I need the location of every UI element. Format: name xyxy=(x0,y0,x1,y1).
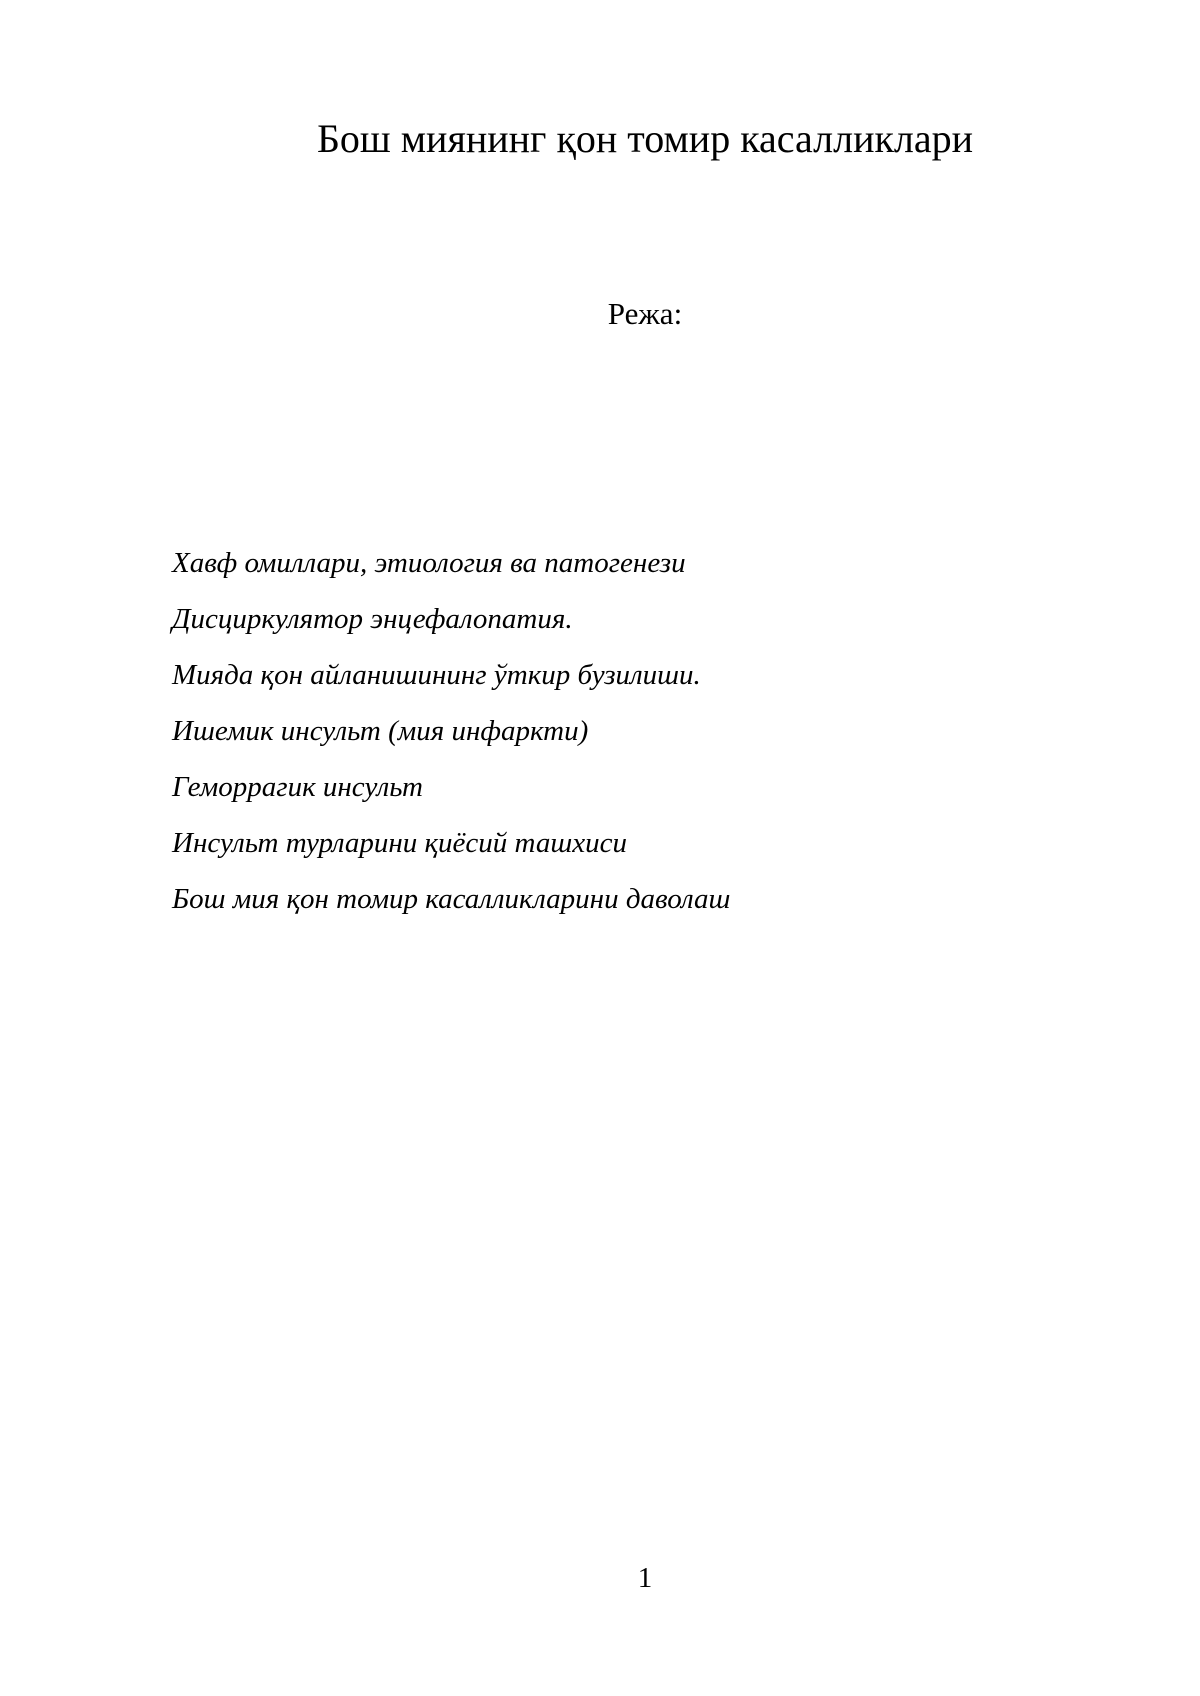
plan-item: Ишемик инсульт (мия инфаркти) xyxy=(172,715,589,747)
plan-item: Хавф омиллари, этиология ва патогенези xyxy=(172,547,686,579)
plan-heading: Режа: xyxy=(607,296,683,331)
plan-item: Мияда қон айланишининг ўткир бузилиши. xyxy=(172,659,701,691)
plan-item: Бош мия қон томир касалликларини даволаш xyxy=(172,883,731,915)
plan-item: Геморрагик инсульт xyxy=(172,771,423,803)
plan-item: Дисциркулятор энцефалопатия. xyxy=(172,603,573,635)
document-title: Бош миянинг қон томир касалликлари xyxy=(316,116,974,161)
plan-list xyxy=(172,545,730,937)
page-number: 1 xyxy=(637,1562,653,1594)
plan-item: Инсульт турларини қиёсий ташхиси xyxy=(172,827,627,859)
